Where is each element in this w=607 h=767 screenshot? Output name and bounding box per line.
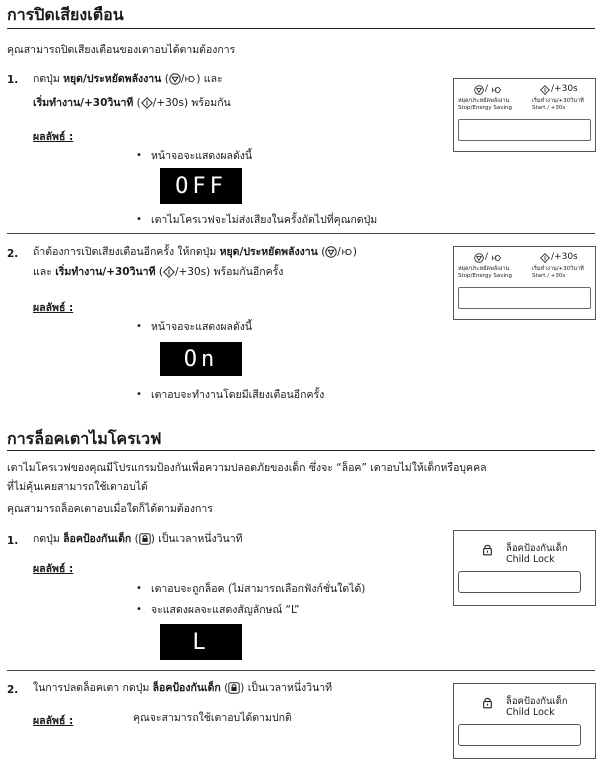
child-lock-label-th: ล็อคป้องกันเด็ก — [506, 543, 568, 554]
result-label: ผลลัพธ์ : — [33, 715, 74, 727]
divider — [7, 670, 595, 671]
result-label: ผลลัพธ์ : — [33, 302, 74, 314]
result-text: จะแสดงผลจะแสดงสัญลักษณ์ “L” — [151, 604, 300, 616]
start-icon — [163, 266, 175, 278]
lock-icon — [482, 696, 493, 709]
result-text: หน้าจอจะแสดงผลดังนี้ — [151, 321, 253, 333]
lock-icon — [228, 682, 240, 694]
child-lock-label-en: Child Lock — [506, 554, 555, 565]
stop-icon — [474, 253, 484, 263]
step-number: 2. — [7, 248, 19, 260]
result-text: เตาอบจะทำงานโดยมีเสียงเตือนอีกครั้ง — [151, 389, 325, 401]
bullet: • — [136, 321, 142, 332]
bullet: • — [136, 389, 142, 400]
result-text: เตาไมโครเวฟจะไม่ส่งเสียงในครั้งถัดไปที่คุณกดปุ่ม — [151, 214, 378, 226]
section-divider — [7, 28, 595, 29]
stop-icon — [474, 85, 484, 95]
bullet: • — [136, 604, 142, 615]
result-text: หน้าจอจะแสดงผลดังนี้ — [151, 150, 253, 162]
stop-label-th: หยุด/ประหยัดพลังงาน — [458, 266, 510, 272]
start-label-en: Start / +30s — [532, 273, 566, 279]
control-panel-illustration — [453, 78, 596, 152]
start-label-en: Start / +30s — [532, 105, 566, 111]
result-label: ผลลัพธ์ : — [33, 131, 74, 143]
start-icon — [540, 85, 550, 95]
control-panel-illustration — [453, 246, 596, 320]
section-title-mute: การปิดเสียงเตือน — [7, 5, 124, 24]
divider — [7, 233, 595, 234]
section-divider — [7, 450, 595, 451]
panel-slash: / — [485, 252, 489, 262]
panel-slash: / — [485, 84, 489, 94]
step-instruction: ในการปลดล็อคเตา กดปุ่ม ล็อคป้องกันเด็ก ( ) เป็นเวลาหนึ่งวินาที — [33, 682, 333, 694]
start-label-th: เริ่มทำงาน/+30วินาที — [532, 266, 584, 272]
panel-display-area — [458, 119, 591, 141]
lock-intro: เตาไมโครเวฟของคุณมีโปรแกรมป้องกันเพื่อความปลอดภัยของเด็ก ซึ่งจะ “ล็อค” เตาอบไม่ให้เด็กหรือบุคคล — [7, 462, 487, 474]
panel-display-area — [458, 287, 591, 309]
child-lock-display-area — [458, 724, 581, 746]
step-number: 1. — [7, 535, 19, 547]
bullet: • — [136, 150, 142, 161]
energy-saving-icon — [341, 246, 353, 258]
panel-plus30: /+30s — [551, 252, 578, 262]
bullet: • — [136, 214, 142, 225]
lock-icon — [482, 543, 493, 556]
child-lock-label-th: ล็อคป้องกันเด็ก — [506, 696, 568, 707]
step-number: 2. — [7, 684, 19, 696]
stop-label-en: Stop/Energy Saving — [458, 105, 512, 111]
step-instruction-line2: เริ่มทำงาน/+30วินาที ( /+30s) พร้อมกัน — [33, 97, 231, 109]
step-number: 1. — [7, 74, 19, 86]
step-instruction: กดปุ่ม ล็อคป้องกันเด็ก ( ) เป็นเวลาหนึ่งวินาที — [33, 533, 243, 545]
section-title-child-lock: การล็อคเตาไมโครเวฟ — [7, 429, 162, 448]
stop-icon — [169, 73, 181, 85]
lock-intro: ที่ไม่คุ้นเคยสามารถใช้เตาอบได้ — [7, 481, 148, 493]
display-on: On — [160, 342, 242, 376]
energy-saving-icon — [491, 85, 502, 95]
child-lock-panel — [453, 683, 596, 759]
energy-saving-icon — [184, 73, 196, 85]
step-instruction-line2: และ เริ่มทำงาน/+30วินาที ( /+30s) พร้อมกันอีกครั้ง — [33, 266, 284, 278]
step-instruction: ถ้าต้องการเปิดเสียงเตือนอีกครั้ง ให้กดปุ่ม หยุด/ประหยัดพลังงาน ( / ) — [33, 246, 357, 258]
stop-label-th: หยุด/ประหยัดพลังงาน — [458, 98, 510, 104]
lock-intro: คุณสามารถล็อคเตาอบเมื่อใดก็ได้ตามต้องการ — [7, 503, 213, 515]
result-text: คุณจะสามารถใช้เตาอบได้ตามปกติ — [133, 712, 292, 724]
display-lock: L — [160, 624, 242, 660]
energy-saving-icon — [491, 253, 502, 263]
lock-icon — [139, 533, 151, 545]
stop-icon — [325, 246, 337, 258]
panel-plus30: /+30s — [551, 84, 578, 94]
child-lock-display-area — [458, 571, 581, 593]
bullet: • — [136, 583, 142, 594]
start-icon — [540, 253, 550, 263]
start-label-th: เริ่มทำงาน/+30วินาที — [532, 98, 584, 104]
stop-label-en: Stop/Energy Saving — [458, 273, 512, 279]
display-off: OFF — [160, 168, 242, 204]
start-icon — [141, 97, 153, 109]
child-lock-label-en: Child Lock — [506, 707, 555, 718]
child-lock-panel — [453, 530, 596, 606]
step-instruction: กดปุ่ม หยุด/ประหยัดพลังงาน ( / ) และ — [33, 73, 223, 85]
mute-intro: คุณสามารถปิดเสียงเตือนของเตาอบได้ตามต้องการ — [7, 44, 236, 56]
result-text: เตาอบจะถูกล็อค (ไม่สามารถเลือกฟังก์ชั่นใดได้) — [151, 583, 366, 595]
result-label: ผลลัพธ์ : — [33, 563, 74, 575]
